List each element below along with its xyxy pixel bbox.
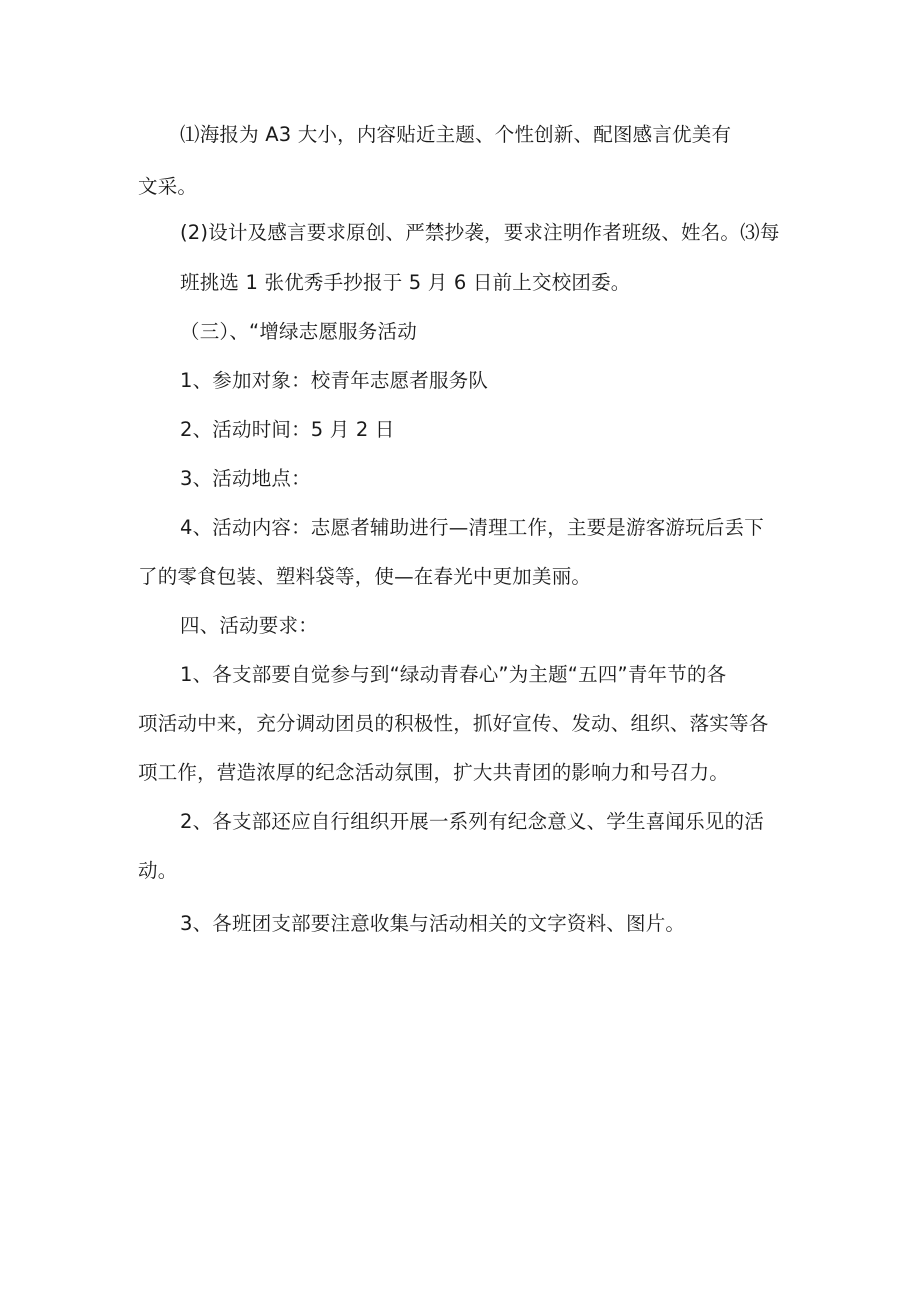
text-line: 1、各支部要自觉参与到“绿动青春心”为主题“五四”青年节的各 <box>180 663 727 686</box>
text-line: 项活动中来，充分调动团员的积极性，抓好宣传、发动、组织、落实等各 <box>138 712 769 735</box>
text-line: 4、活动内容：志愿者辅助进行—清理工作，主要是游客游玩后丢下 <box>180 516 764 539</box>
text-line: 2、各支部还应自行组织开展一系列有纪念意义、学生喜闻乐见的活 <box>180 810 764 833</box>
text-line: ⑴海报为 A3 大小，内容贴近主题、个性创新、配图感言优美有 <box>180 123 732 146</box>
text-line: 了的零食包装、塑料袋等，使—在春光中更加美丽。 <box>138 565 592 588</box>
text-line: (2)设计及感言要求原创、严禁抄袭，要求注明作者班级、姓名。⑶每 <box>180 221 780 244</box>
text-line: 2、活动时间：5 月 2 日 <box>180 418 395 441</box>
text-line: 3、活动地点： <box>180 467 311 490</box>
text-line: 班挑选 1 张优秀手抄报于 5 月 6 日前上交校团委。 <box>180 271 631 294</box>
text-line: 1、参加对象：校青年志愿者服务队 <box>180 369 489 392</box>
text-line: 动。 <box>138 859 178 882</box>
text-line: 3、各班团支部要注意收集与活动相关的文字资料、图片。 <box>180 912 686 935</box>
section-heading: （三）、“增绿志愿服务活动 <box>180 320 417 343</box>
text-line: 文采。 <box>138 175 198 198</box>
text-line: 项工作，营造浓厚的纪念活动氛围，扩大共青团的影响力和号召力。 <box>138 761 730 784</box>
section-heading: 四、活动要求： <box>180 614 318 637</box>
